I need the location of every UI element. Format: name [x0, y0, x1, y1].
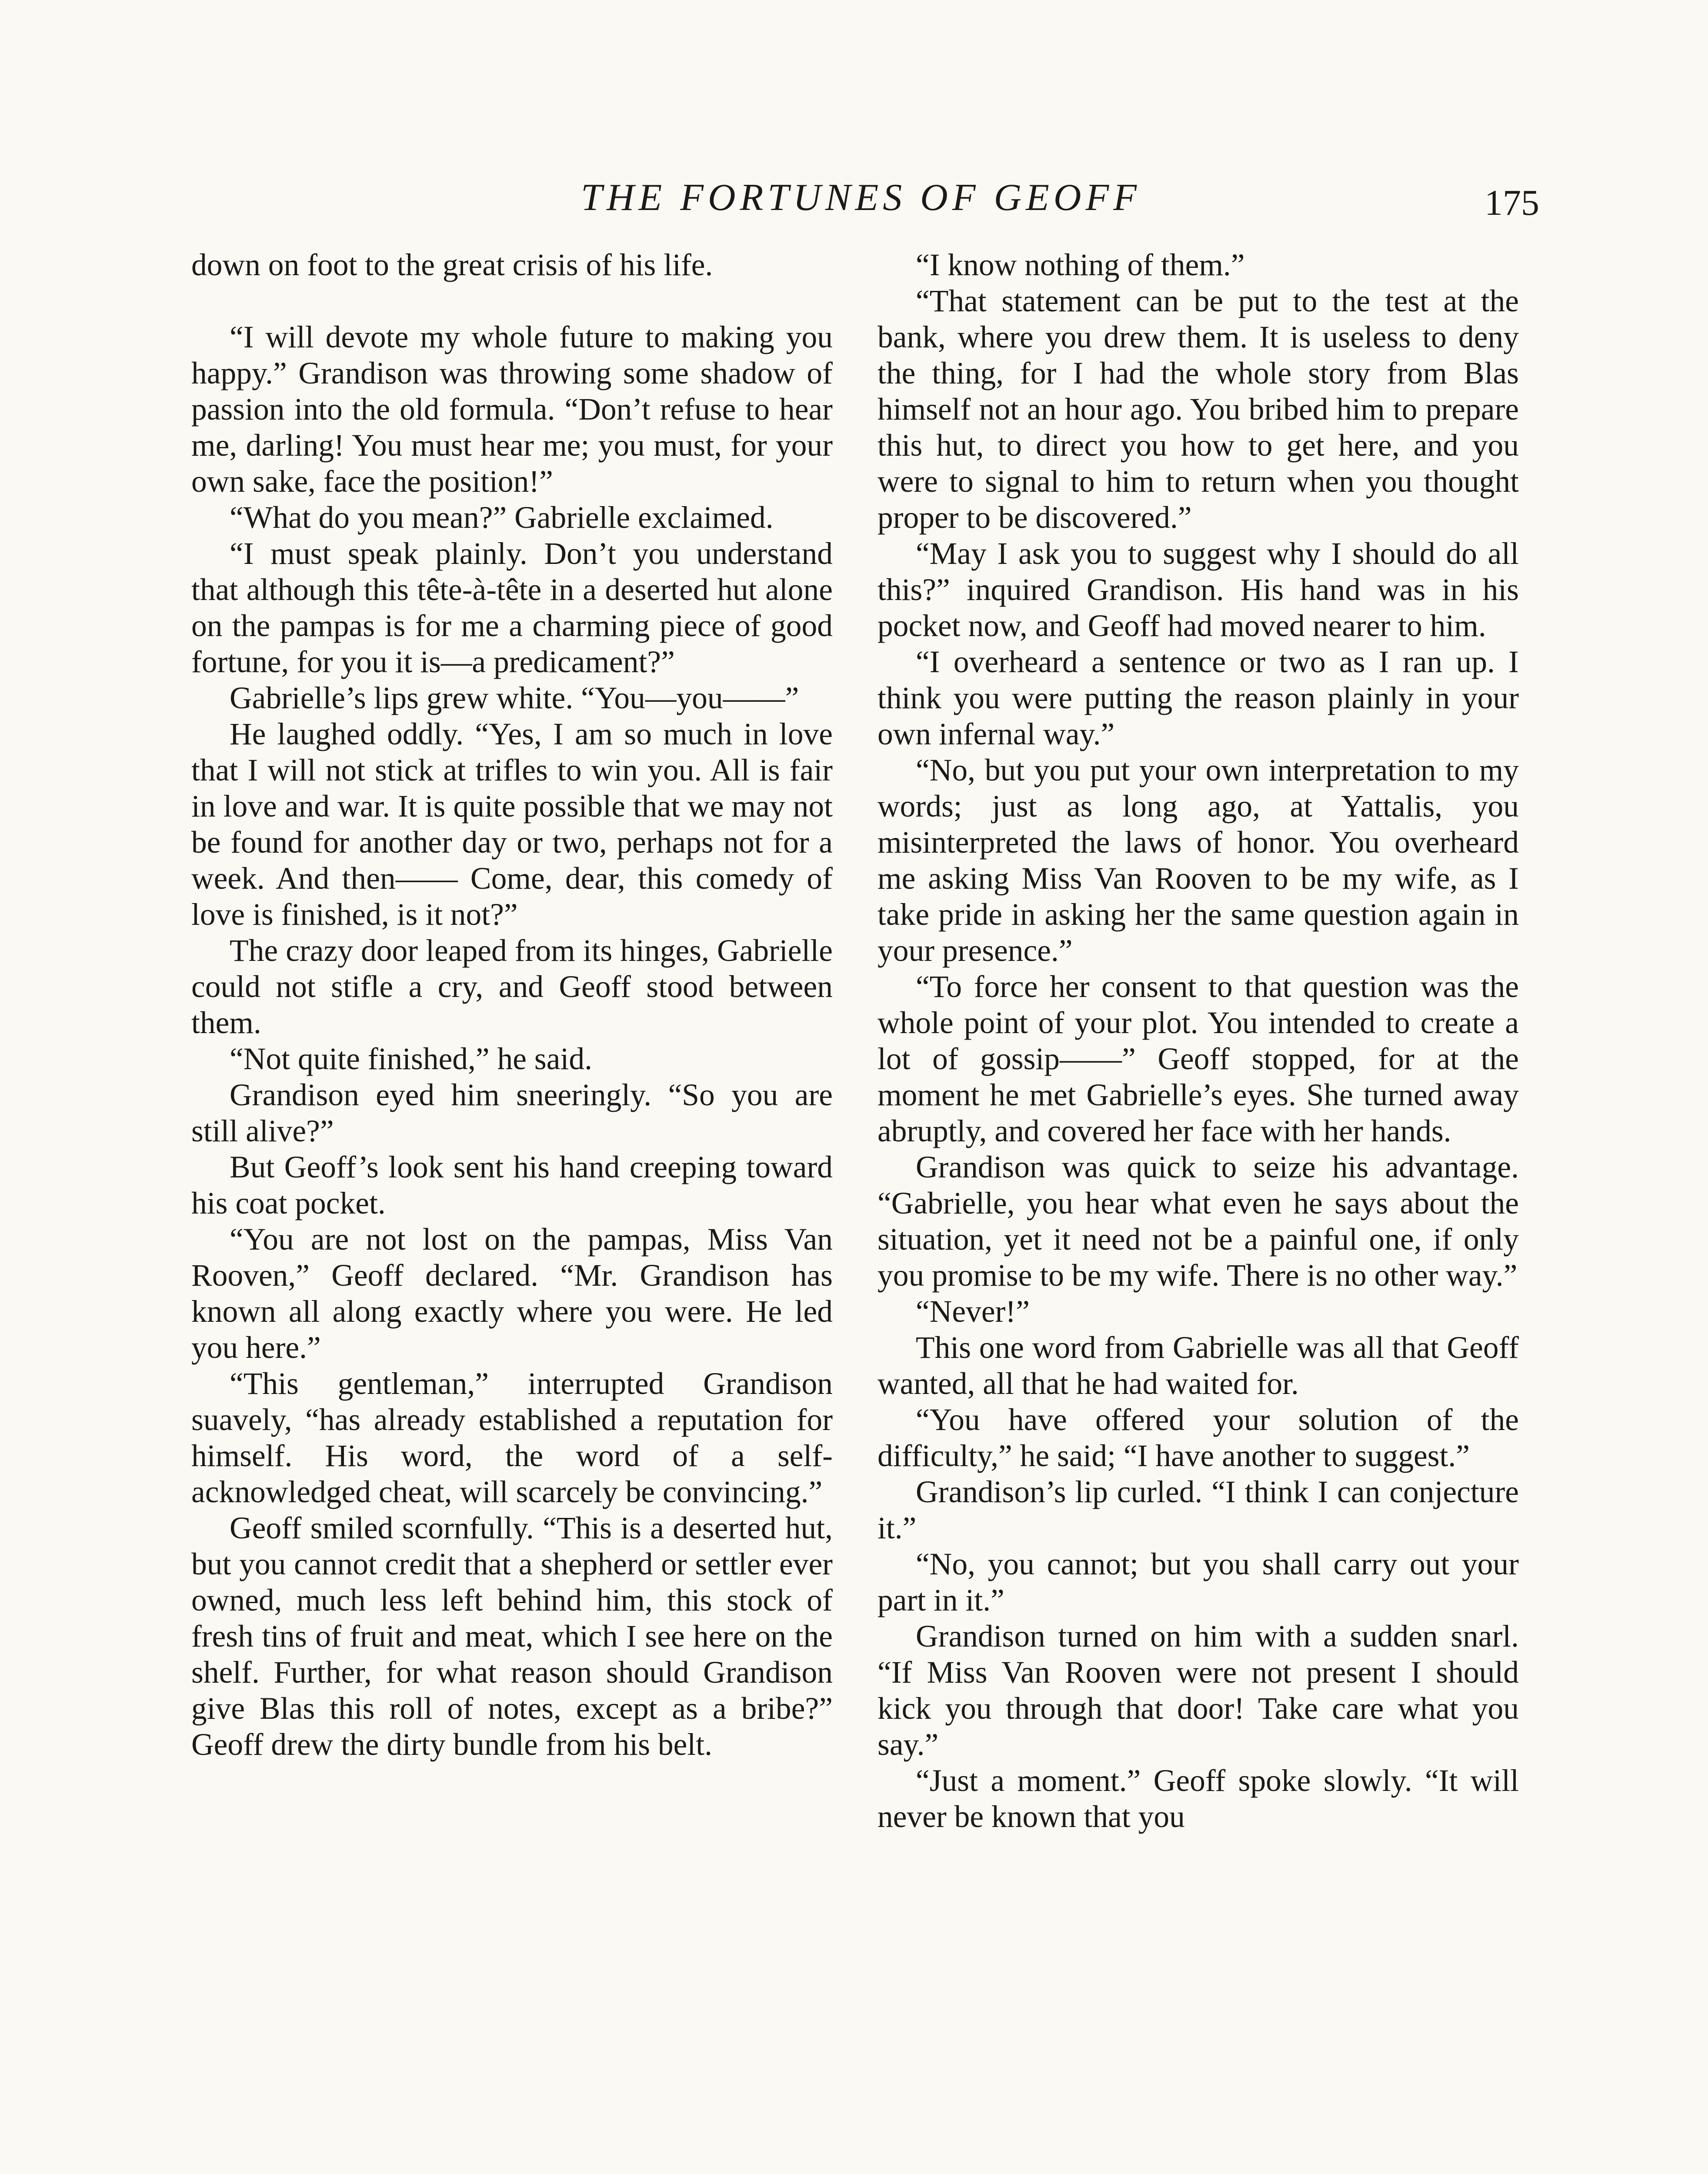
paragraph: Grandison eyed him sneeringly. “So you are still alive?” [191, 1078, 833, 1148]
paragraph: “That statement can be put to the test at the bank, where you drew them. It is useless to deny the thing, for I had the whole story from Blas himself not an hour ago. You bribed him to prepare this hut, to direct you how to get here, and you were to signal to him to return when you thought proper to be discovered.” [877, 284, 1519, 535]
paragraph: Grandison was quick to seize his advantage. “Gabrielle, you hear what even he says about the situation, yet it need not be a painful one, if only you promise to be my wife. There is no other way.” [877, 1150, 1519, 1293]
paragraph: The crazy door leaped from its hinges, Gabrielle could not stifle a cry, and Geoff stood between them. [191, 934, 833, 1040]
paragraph: Grandison turned on him with a sudden snarl. “If Miss Van Rooven were not present I should kick you through that door! Take care what you say.” [877, 1619, 1519, 1762]
paragraph: “Never!” [916, 1294, 1030, 1329]
paragraph: “What do you mean?” Gabrielle exclaimed. [230, 500, 774, 535]
paragraph: “You have offered your solution of the difficulty,” he said; “I have another to suggest.” [877, 1403, 1519, 1473]
paragraph: Grandison’s lip curled. “I think I can conjecture it.” [877, 1475, 1519, 1545]
paragraph: “I overheard a sentence or two as I ran up. I think you were putting the reason plainly in your own infernal way.” [877, 645, 1519, 751]
paragraph: “I will devote my whole future to making you happy.” Grandison was throwing some shadow of passion into the old formula. “Don’t refuse to hear me, darling! You must hear me; you must, for your own sake, face the position!” [191, 320, 833, 499]
paragraph: But Geoff’s look sent his hand creeping toward his coat pocket. [191, 1150, 833, 1220]
paragraph: down on foot to the great crisis of his life. [191, 248, 713, 282]
running-title: THE FORTUNES OF GEOFF [581, 177, 1141, 219]
page-header [191, 172, 1539, 233]
paragraph: “I know nothing of them.” [916, 248, 1245, 282]
paragraph: “This gentleman,” interrupted Grandison suavely, “has already established a reputation for himself. His word, the word of a self-acknowledged cheat, will scarcely be convincing.” [191, 1367, 833, 1509]
page-number: 175 [1484, 183, 1539, 223]
paragraph: “To force her consent to that question was the whole point of your plot. You intended to create a lot of gossip——” Geoff stopped, for at the moment he met Gabrielle’s eyes. She turned away abruptly, and covered her face with her hands. [877, 970, 1519, 1148]
paragraph: “Not quite finished,” he said. [230, 1042, 592, 1076]
paragraph: Gabrielle’s lips grew white. “You—you——” [230, 681, 799, 715]
right-column [877, 247, 1519, 1835]
paragraph: “No, but you put your own interpretation to my words; just as long ago, at Yattalis, you misinterpreted the laws of honor. You overheard me asking Miss Van Rooven to be my wife, as I take pride in asking her the same question again in your presence.” [877, 753, 1519, 968]
left-column [191, 247, 833, 1763]
paragraph: “May I ask you to suggest why I should do all this?” inquired Grandison. His hand was in his pocket now, and Geoff had moved nearer to him. [877, 537, 1519, 643]
paragraph: “No, you cannot; but you shall carry out your part in it.” [877, 1547, 1519, 1617]
paragraph: “I must speak plainly. Don’t you understand that although this tête-à-tête in a deserted hut alone on the pampas is for me a charming piece of good fortune, for you it is—a predicament?” [191, 537, 833, 679]
paragraph: “Just a moment.” Geoff spoke slowly. “It will never be known that you [877, 1764, 1519, 1834]
paragraph: “You are not lost on the pampas, Miss Van Rooven,” Geoff declared. “Mr. Grandison has known all along exactly where you were. He led you here.” [191, 1222, 833, 1365]
paragraph: He laughed oddly. “Yes, I am so much in love that I will not stick at trifles to win you. All is fair in love and war. It is quite possible that we may not be found for another day or two, perhaps not for a week. And then—— Come, dear, this comedy of love is finished, is it not?” [191, 717, 833, 932]
paragraph: This one word from Gabrielle was all that Geoff wanted, all that he had waited for. [877, 1330, 1519, 1401]
paragraph: Geoff smiled scornfully. “This is a deserted hut, but you cannot credit that a shepherd or settler ever owned, much less left behind him, this stock of fresh tins of fruit and meat, which I see here on the shelf. Further, for what reason should Grandison give Blas this roll of notes, except as a bribe?” Geoff drew the dirty bundle from his belt. [191, 1511, 833, 1762]
